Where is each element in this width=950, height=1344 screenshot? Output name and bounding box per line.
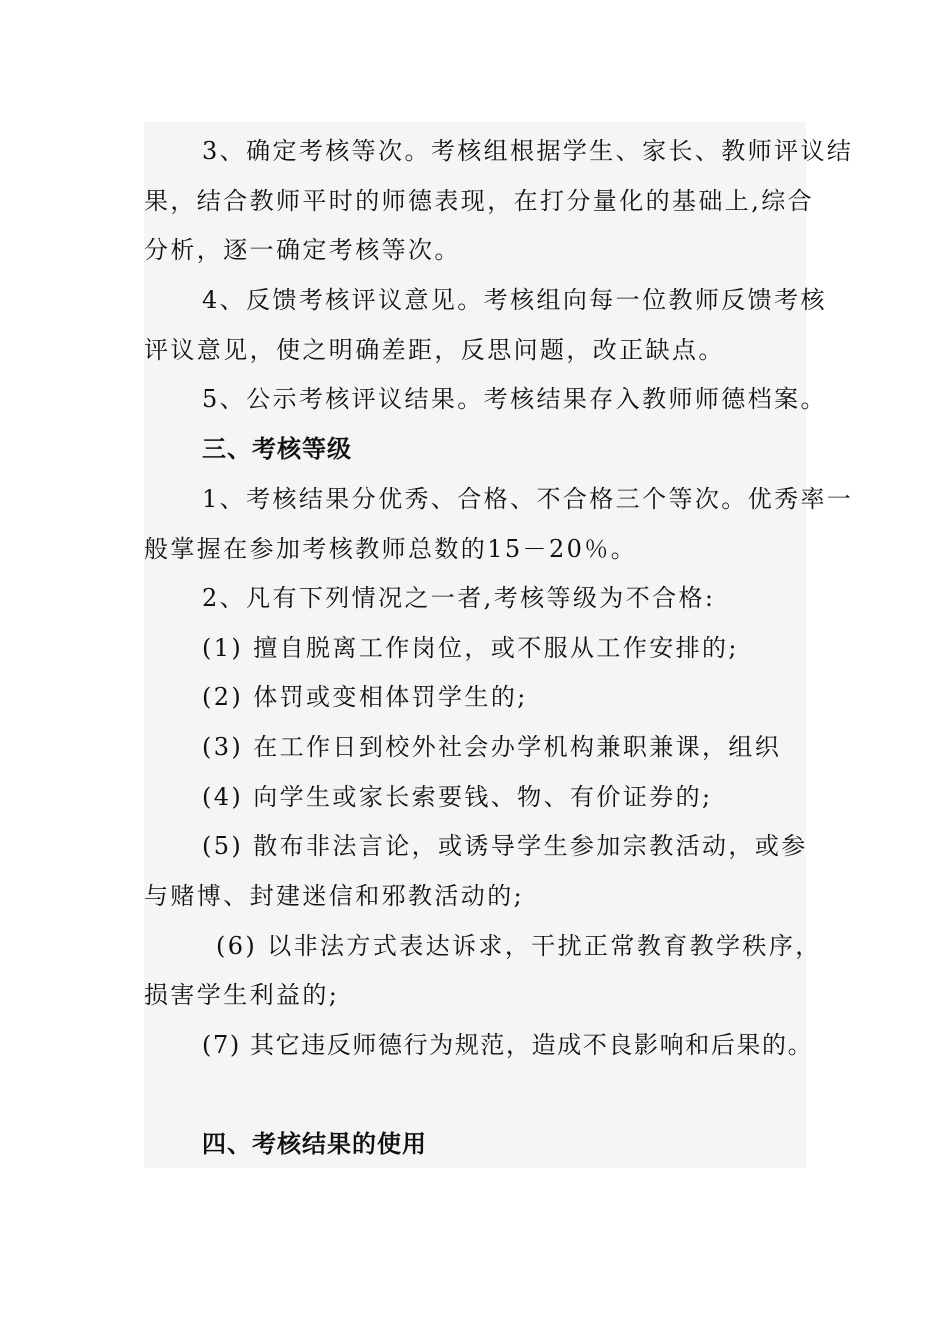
list-item: (6) 以非法方式表达诉求，干扰正常教育教学秩序，	[216, 932, 822, 960]
list-item: (3) 在工作日到校外社会办学机构兼职兼课，组织	[202, 733, 782, 761]
section-heading: 四、考核结果的使用	[202, 1130, 427, 1158]
list-item: (4) 向学生或家长索要钱、物、有价证券的;	[202, 783, 713, 811]
paragraph-line: 3、确定考核等次。考核组根据学生、家长、教师评议结	[202, 137, 854, 165]
paragraph-line: 1、考核结果分优秀、合格、不合格三个等次。优秀率一	[202, 485, 854, 513]
paragraph-line: 分析，逐一确定考核等次。	[144, 236, 461, 264]
list-item: (5) 散布非法言论，或诱导学生参加宗教活动，或参	[202, 832, 808, 860]
paragraph-line: 5、公示考核评议结果。考核结果存入教师师德档案。	[202, 385, 827, 413]
list-item-continuation: 损害学生利益的;	[144, 981, 340, 1009]
list-item-continuation: 与赌博、封建迷信和邪教活动的;	[144, 882, 525, 910]
section-heading: 三、考核等级	[202, 435, 352, 463]
list-item: (2) 体罚或变相体罚学生的;	[202, 683, 528, 711]
list-item: (7) 其它违反师德行为规范，造成不良影响和后果的。	[202, 1031, 814, 1059]
paragraph-line: 般掌握在参加考核教师总数的15－20％。	[144, 535, 638, 563]
paragraph-line: 果，结合教师平时的师德表现，在打分量化的基础上,综合	[144, 187, 815, 215]
paragraph-line: 2、凡有下列情况之一者,考核等级为不合格:	[202, 584, 716, 612]
paragraph-line: 4、反馈考核评议意见。考核组向每一位教师反馈考核	[202, 286, 827, 314]
list-item: (1) 擅自脱离工作岗位，或不服从工作安排的;	[202, 634, 739, 662]
paragraph-line: 评议意见，使之明确差距，反思问题，改正缺点。	[144, 336, 725, 364]
